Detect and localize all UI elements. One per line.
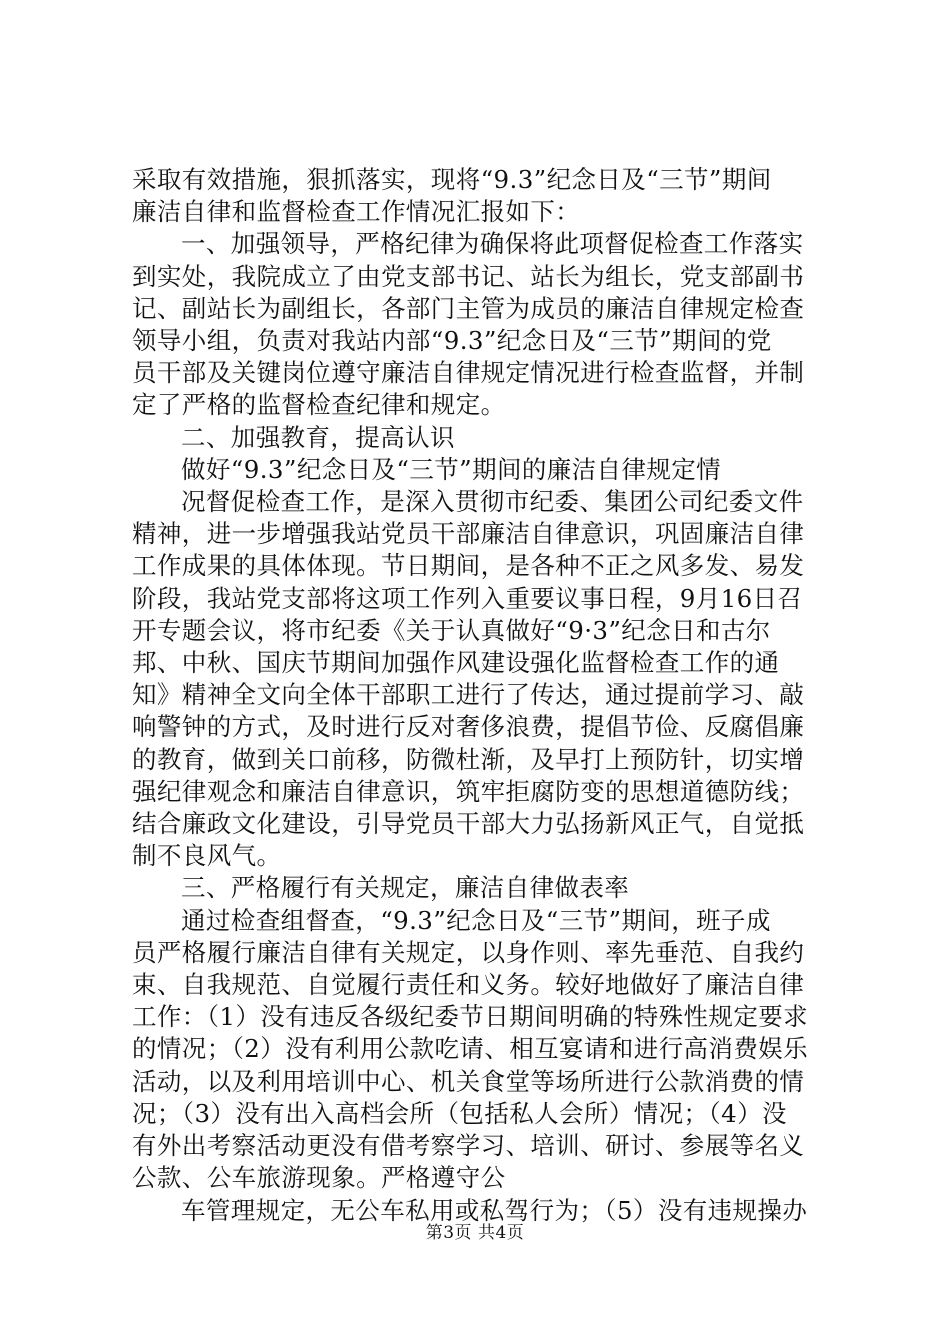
text-line: 况督促检查工作，是深入贯彻市纪委、集团公司纪委文件 [181, 487, 804, 517]
text-line: 公款、公车旅游现象。严格遵守公 [132, 1163, 506, 1193]
text-line: 工作：（1）没有违反各级纪委节日期间明确的特殊性规定要求 [132, 1002, 809, 1032]
text-line: 三、严格履行有关规定，廉洁自律做表率 [181, 873, 630, 903]
text-line: 采取有效措施，狠抓落实，现将“9.3”纪念日及“三节”期间 [132, 165, 772, 194]
text-line: 有外出考察活动更没有借考察学习、培训、研讨、参展等名义 [132, 1131, 805, 1161]
text-line: 的情况；（2）没有利用公款吃请、相互宴请和进行高消费娱乐 [132, 1034, 809, 1064]
text-line: 邦、中秋、国庆节期间加强作风建设强化监督检查工作的通 [132, 648, 780, 678]
page-footer: 第3页 共4页 [425, 1223, 525, 1243]
text-line: 做好“9.3”纪念日及“三节”期间的廉洁自律规定情 [181, 454, 722, 484]
text-line: 记、副站长为副组长，各部门主管为成员的廉洁自律规定检查 [132, 293, 805, 323]
text-line: 到实处，我院成立了由党支部书记、站长为组长，党支部副书 [132, 261, 805, 291]
text-line: 员干部及关键岗位遵守廉洁自律规定情况进行检查监督，并制 [132, 358, 805, 388]
text-line: 结合廉政文化建设，引导党员干部大力弘扬新风正气，自觉抵 [132, 809, 805, 839]
text-line: 廉洁自律和监督检查工作情况汇报如下： [132, 197, 581, 227]
text-line: 束、自我规范、自觉履行责任和义务。较好地做好了廉洁自律 [132, 970, 805, 1000]
text-line: 强纪律观念和廉洁自律意识，筑牢拒腐防变的思想道德防线； [132, 776, 805, 806]
text-line: 工作成果的具体体现。节日期间，是各种不正之风多发、易发 [132, 551, 805, 581]
text-line: 活动，以及利用培训中心、机关食堂等场所进行公款消费的情 [132, 1066, 805, 1096]
text-line: 响警钟的方式，及时进行反对奢侈浪费，提倡节俭、反腐倡廉 [132, 712, 805, 742]
text-line: 通过检查组督查，“9.3”纪念日及“三节”期间，班子成 [181, 905, 771, 935]
text-line: 领导小组，负责对我站内部“9.3”纪念日及“三节”期间的党 [132, 326, 772, 356]
text-line: 精神，进一步增强我站党员干部廉洁自律意识，巩固廉洁自律 [132, 519, 805, 549]
text-line: 开专题会议，将市纪委《关于认真做好“9·3”纪念日和古尔 [132, 615, 771, 645]
text-line: 二、加强教育，提高认识 [181, 422, 455, 452]
text-line: 况；（3）没有出入高档会所（包括私人会所）情况；（4）没 [132, 1098, 787, 1128]
text-line: 车管理规定，无公车私用或私驾行为；（5）没有违规操办 [181, 1195, 808, 1225]
text-line: 的教育，做到关口前移，防微杜渐，及早打上预防针，切实增 [132, 744, 805, 774]
text-line: 阶段，我站党支部将这项工作列入重要议事日程，9月16日召 [132, 583, 803, 613]
text-line: 知》精神全文向全体干部职工进行了传达，通过提前学习、敲 [132, 680, 805, 710]
text-line: 员严格履行廉洁自律有关规定，以身作则、率先垂范、自我约 [132, 937, 805, 967]
text-line: 一、加强领导，严格纪律为确保将此项督促检查工作落实 [181, 229, 804, 259]
text-line: 制不良风气。 [132, 841, 282, 871]
text-line: 定了严格的监督检查纪律和规定。 [132, 390, 506, 420]
document-body [132, 164, 822, 1227]
